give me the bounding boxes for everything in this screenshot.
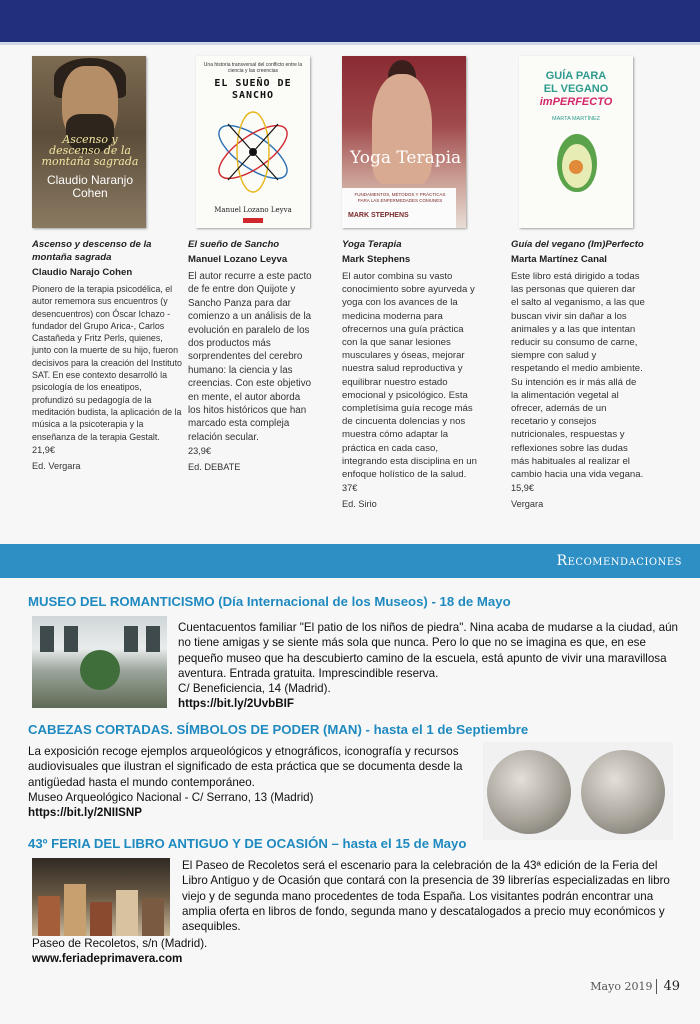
recommendation-address: C/ Beneficiencia, 14 (Madrid).: [178, 682, 331, 696]
recommendation-footer: [32, 936, 332, 967]
recommendation-heading: MUSEO DEL ROMANTICISMO (Día Internacional de los Museos) - 18 de Mayo: [28, 594, 511, 609]
cover-author: MARK STEPHENS: [348, 212, 409, 219]
recommendation-text: El Paseo de Recoletos será el escenario para la celebración de la 43ª edición de la Feria del Libro Antiguo y de Ocasión que contará con la presencia de 39 librerías especializadas en libro viejo y de segunda mano procedentes de toda España. Los visitantes podrán encontrar una amplia oferta en libros de fondo, segunda mano y descatalogados a precio muy económicos y asequibles.: [182, 859, 670, 934]
book-author: Claudio Narajo Cohen: [32, 267, 133, 278]
cover-title-line: EL VEGANO: [543, 83, 609, 95]
recommendation-text: Cuentacuentos familiar "El patio de los niños de piedra". Nina acaba de mudarse a la ciudad, aún no tiene amigas y se siente más sola que nunca. Pero lo que no se imagina es que, en ese pequeño museo que ha descubierto camino de la escuela, está apunto de vivir una maravillosa aventura. Entrada gratuita. Imprescindible reserva. C/ Beneficiencia, 14 (Madrid). https://bit.ly/2UvbBIF: [178, 620, 683, 712]
book-card: [511, 56, 669, 509]
book-description: Pionero de la terapia psicodélica, el autor rememora sus encuentros (y desencuentros) con Óscar Ichazo -fundador del Grupo Arica-, Carlos Castañeda y Fritz Perls, quienes, junto con la muerte de su hijo, fueron decisivos para la creación del Instituto SAT. En ese contexto desarrolló la psicología de los eneatipos, profundizó su pedagogía de la meditación budista, la aplicación de la música a la psicoterapia y la enseñanza de la terapia Gestalt.: [32, 284, 182, 442]
publisher-logo: [243, 218, 263, 223]
book-price: 37€: [342, 483, 358, 494]
book-price: 21,9€: [32, 444, 55, 455]
book-title: El sueño de Sancho: [188, 239, 280, 250]
museum-courtyard-photo: [32, 616, 167, 708]
cover-title: Ascenso y descenso de la montaña sagrada: [41, 133, 139, 168]
book-price: 15,9€: [511, 483, 534, 494]
book-price: 23,9€: [188, 446, 211, 457]
issue-date: Mayo 2019: [590, 980, 653, 993]
recommendation-heading: 43º FERIA DEL LIBRO ANTIGUO Y DE OCASIÓN – hasta el 15 de Mayo: [28, 836, 467, 851]
book-cover: [32, 56, 146, 228]
recommendation-heading: CABEZAS CORTADAS. SÍMBOLOS DE PODER (MAN) - hasta el 1 de Septiembre: [28, 722, 529, 737]
windmill-illustration: [208, 104, 298, 200]
recommendation-link[interactable]: https://bit.ly/2NIISNP: [28, 806, 143, 820]
book-author: Manuel Lozano Leyva: [188, 254, 288, 265]
book-description: El autor combina su vasto conocimiento sobre ayurveda y yoga con los avances de la medicina moderna para ofrecernos una guía práctica con la que sanar lesiones musculares y óseas, mejorar nuestra salud reproductiva y equilibrar nuestro estado emocional y psicológico. Esta completísima guía recoge más de cincuenta dolencias y nos muestra cómo adaptar la práctica en cada caso, integrando esta disciplina en un enfoque holístico de la salud.: [342, 271, 477, 481]
recommendation-text: La exposición recoge ejemplos arqueológicos y etnográficos, iconografía y recursos audiovisuales que ilustran el significado de esta práctica que se documenta desde la antigüedad hasta el mundo contemporáneo. Museo Arqueológico Nacional - C/ Serrano, 13 (Madrid) https://bit.ly/2NIISNP: [28, 744, 476, 820]
ancient-coins-photo: [483, 742, 673, 840]
page-footer: [590, 979, 680, 994]
book-title: Ascenso y descenso de la montaña sagrada: [32, 239, 152, 263]
book-title: Yoga Terapia: [342, 239, 402, 250]
cover-title: EL SUEÑO DE SANCHO: [214, 78, 292, 101]
cover-title-line: GUÍA PARA: [545, 70, 607, 82]
book-card: [188, 56, 346, 472]
book-publisher: Ed. Sirio: [342, 499, 377, 510]
book-publisher: Vergara: [511, 499, 544, 510]
book-publisher: Ed. DEBATE: [188, 462, 241, 473]
book-cover: [342, 56, 466, 228]
recommendation-link[interactable]: https://bit.ly/2UvbBIF: [178, 697, 294, 711]
recommendation-address: Paseo de Recoletos, s/n (Madrid).: [32, 937, 208, 950]
cover-author: Claudio Naranjo Cohen: [46, 173, 134, 200]
book-cover: [196, 56, 310, 228]
cover-subtitle: Una historia transversal del conflicto entre la ciencia y las creencias: [203, 62, 303, 74]
cover-author: MARTA MARTÍNEZ: [552, 116, 600, 122]
cover-author: Manuel Lozano Leyva: [214, 206, 292, 214]
book-author: Mark Stephens: [342, 254, 411, 265]
book-description: El autor recurre a este pacto de fe entre don Quijote y Sancho Panza para dar comienzo a un análisis de la evolución en paralelo de los dos productos más sorprendentes del cerebro humano: la ciencia y las creencias. Con este objetivo en mente, el autor aborda los hitos históricos que han marcado esta compleja relación secular.: [188, 271, 312, 443]
top-banner: [0, 0, 700, 42]
book-cover: [519, 56, 633, 228]
recommendation-link[interactable]: www.feriadeprimavera.com: [32, 952, 183, 966]
cover-title: Yoga Terapia: [350, 148, 462, 168]
cover-subtitle: FUNDAMENTOS, MÉTODOS Y PRÁCTICAS PARA LAS ENFERMEDADES COMUNES: [354, 192, 446, 203]
book-title: Guía del vegano (Im)Perfecto: [511, 239, 644, 250]
book-description: Este libro está dirigido a todas las personas que quieren dar el salto al veganismo, a las que buscan vivir sin dañar a los animales y a las que intentan reducir su consumo de carne, siempre con salud y respetando el medio ambiente. Su intención es ir más allá de la alimentación vegetal al ofrecer, además de un recetario y consejos nutricionales, respuestas y reflexiones sobre las dudas más habituales al realizar el cambio hacia una vida vegana.: [511, 271, 645, 481]
section-banner: [0, 544, 700, 578]
book-publisher: Ed. Vergara: [32, 460, 81, 471]
top-banner-line: [0, 42, 700, 45]
page-number: 49: [656, 979, 680, 994]
book-fair-photo: [32, 858, 170, 936]
section-title: Recomendaciones: [556, 553, 682, 569]
book-card: [32, 56, 190, 471]
recommendation-address: Museo Arqueológico Nacional - C/ Serrano, 13 (Madrid): [28, 790, 314, 804]
cover-title-line: imPERFECTO: [539, 96, 613, 108]
book-card: [342, 56, 500, 509]
book-author: Marta Martínez Canal: [511, 254, 607, 265]
